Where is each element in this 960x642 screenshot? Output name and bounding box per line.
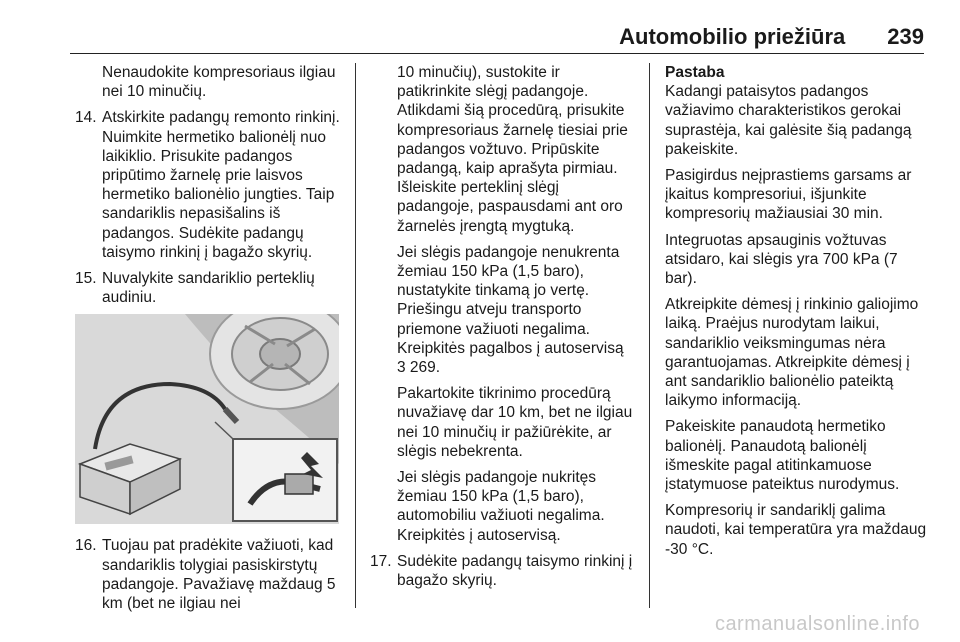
page-reference-link[interactable]: 3 269. [397,359,441,377]
step-text: Sudėkite padangų taisymo rinkinį į bagažo skyrių. [397,552,633,590]
page-number: 239 [887,24,924,49]
column-2 [370,63,638,597]
column-3 [665,63,927,566]
step-16-continuation: 10 minučių), sustokite ir patikrinkite slėgį padangoje. Atlikdami šią procedūrą, prisukite kompresoriaus žarnelę tiesiai prie padangos vožtuvo. Pripūskite padangą, kaip aprašyta pirmiau. Išleiskite perteklinį slėgį padangoje, paspausdami ant oro žarnelės įrengtą mygtuką. [397,64,628,235]
step-text: Tuojau pat pradėkite važiuoti, kad sandariklis tolygiai pasiskirstytų padangoje. Pavažiavę maždaug 5 km (bet ne ilgiau nei [102,537,336,613]
header-rule [70,53,924,54]
repeat-check-paragraph: Pakartokite tikrinimo procedūrą nuvažiavę dar 10 km, bet ne ilgiau nei 10 minučių ir pažiūrėkite, ar slėgis nebekrenta. [397,385,633,460]
section-title: Automobilio priežiūra [619,24,846,49]
step-text: Atskirkite padangų remonto rinkinį. Nuimkite hermetiko balionėlį nuo laikiklio. Prisukite padangos pripūtimo žarnelę prie laisvos hermetiko balionėlio jungties. Taip sandariklis nepasišalins iš padangos. Sudėkite padangų taisymo rinkinį į bagažo skyrių. [102,109,340,261]
step-number: 14. [75,109,97,127]
step-text: Nuvalykite sandariklio perteklių audiniu. [102,270,315,307]
watermark: carmanualsonline.info [714,613,920,635]
note-paragraph-3: Integruotas apsauginis vožtuvas atsidaro, kai slėgis yra 700 kPa (7 bar). [665,231,898,288]
step-number: 15. [75,270,97,288]
pressure-check-paragraph [370,243,638,377]
tire-repair-kit-illustration [75,314,339,524]
note-paragraph-4: Atkreipkite dėmesį į rinkinio galiojimo laiką. Praėjus nurodytam laikui, sandariklio veiksmingumas nėra garantuojamas. Atkreipkite dėmesį į ant sandariklio balionėlio pateiktą laikymo informaciją. [665,296,919,410]
step-14 [75,108,347,262]
note-paragraph-2: Pasigirdus neįprastiems garsams ar įkaitus kompresoriui, išjunkite kompresorių mažiausiai 30 min. [665,167,912,223]
note-paragraph-1: Kadangi pataisytos padangos važiavimo charakteristikos gerokai suprastėja, kai galėsite šią padangą pakeiskite. [665,83,912,158]
pressure-check-text: Jei slėgis padangoje nenukrenta žemiau 150 kPa (1,5 baro), nustatykite tinkamą jo vertę. Priešingu atveju transporto priemone važiuoti negalima. Kreipkitės pagalbos į autoservisą [397,243,624,357]
column-divider-2 [649,63,650,608]
column-1 [75,63,347,620]
step-number: 16. [75,537,97,555]
step-17 [370,552,638,590]
step-13-continuation: Nenaudokite kompresoriaus ilgiau nei 10 minučių. [102,64,336,101]
column-divider-1 [355,63,356,608]
step-number: 17. [370,552,392,570]
low-pressure-paragraph: Jei slėgis padangoje nukritęs žemiau 150 kPa (1,5 baro), automobiliu važiuoti negalima. Kreipkitės į autoservisą. [397,469,605,544]
step-15 [75,269,347,307]
note-paragraph-6: Kompresorių ir sandariklį galima naudoti, kai temperatūra yra maždaug -30 °C. [665,502,927,558]
note-heading: Pastaba [665,64,725,81]
page-header [500,24,924,50]
note-paragraph-5: Pakeiskite panaudotą hermetiko balionėlį. Panaudotą balionėlį išmeskite pagal atitinkamuose įstatymuose pateiktus nurodymus. [665,418,900,494]
step-16 [75,536,347,613]
